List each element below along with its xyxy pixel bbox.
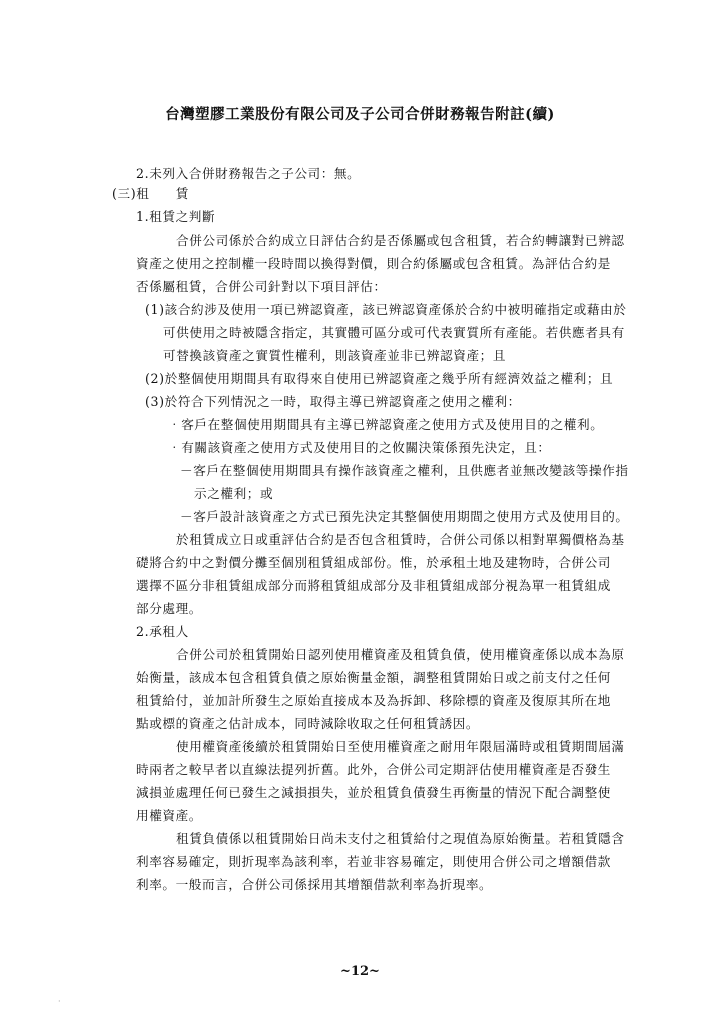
text-line: (1)該合約涉及使用一項已辨認資產，該已辨認資產係於合約中被明確指定或藉由於	[145, 302, 627, 317]
page-number: ~12~	[340, 964, 380, 979]
text-line: (3)於符合下列情況之一時，取得主導已辨認資產之使用之權利：	[145, 394, 521, 409]
text-line: 選擇不區分非租賃組成部分而將租賃組成部分及非租賃組成部分視為單一租賃組成	[136, 578, 611, 593]
text-line: 合併公司於租賃開始日認列使用權資產及租賃負債，使用權資產係以成本為原	[176, 647, 625, 662]
text-line: (2)於整個使用期間具有取得來自使用已辨認資產之幾乎所有經濟效益之權利；且	[145, 371, 614, 386]
text-line: 否係屬租賃，合併公司針對以下項目評估：	[136, 279, 387, 294]
dash-item: －客戶在整個使用期間具有操作該資產之權利，且供應者並無改變該等操作指	[180, 463, 629, 478]
page-title: 台灣塑膠工業股份有限公司及子公司合併財務報告附註(續)	[165, 106, 555, 123]
text-line: 始衡量，該成本包含租賃負債之原始衡量金額，調整租賃開始日或之前支付之任何	[136, 670, 611, 685]
text-line: 資產之使用之控制權一段時間以換得對價，則合約係屬或包含租賃。為評估合約是	[136, 256, 611, 271]
text-line: 可替換該資產之實質性權利，則該資產並非已辨認資產；且	[163, 348, 507, 363]
text-line: 可供使用之時被隱含指定，其實體可區分或可代表實質所有產能。若供應者具有	[163, 325, 625, 340]
text-line: 使用權資產後續於租賃開始日至使用權資產之耐用年限屆滿時或租賃期間屆滿	[176, 739, 625, 754]
corner-mark: ·	[58, 997, 61, 1006]
subsection-heading: 2.承租人	[136, 624, 189, 639]
text-line: 租賃負債係以租賃開始日尚未支付之租賃給付之現值為原始衡量。若租賃隱含	[176, 831, 625, 846]
text-line: 於租賃成立日或重評估合約是否包含租賃時，合併公司係以相對單獨價格為基	[176, 532, 625, 547]
text-line: 用權資產。	[136, 808, 202, 823]
subsection-heading: 1.租賃之判斷	[136, 209, 216, 224]
bullet-item: ‧有關該資產之使用方式及使用目的之攸關決策係預先決定，且：	[168, 440, 551, 455]
text-line: 部分處理。	[136, 601, 202, 616]
text-line: 時兩者之較早者以直線法提列折舊。此外，合併公司定期評估使用權資產是否發生	[136, 762, 611, 777]
text-line: 礎將合約中之對價分攤至個別租賃組成部份。惟，於承租土地及建物時，合併公司	[136, 555, 611, 570]
text-line: 點或標的資產之估計成本，同時減除收取之任何租賃誘因。	[136, 716, 480, 731]
text-line: 租賃給付，並加計所發生之原始直接成本及為拆卸、移除標的資產及復原其所在地	[136, 693, 611, 708]
bullet-item: ‧客戶在整個使用期間具有主導已辨認資產之使用方式及使用目的之權利。	[168, 417, 604, 432]
text-line: 示之權利；或	[194, 486, 274, 501]
text-line: 2.未列入合併財務報告之子公司：無。	[136, 166, 361, 181]
text-line: 合併公司係於合約成立日評估合約是否係屬或包含租賃，若合約轉讓對已辨認	[176, 233, 625, 248]
dash-item: －客戶設計該資產之方式已預先決定其整個使用期間之使用方式及使用目的。	[180, 509, 629, 524]
section-heading: (三)租 賃	[112, 186, 189, 201]
text-line: 利率。一般而言，合併公司係採用其增額借款利率為折現率。	[136, 877, 493, 892]
text-line: 減損並處理任何已發生之減損損失，並於租賃負債發生再衡量的情況下配合調整使	[136, 785, 611, 800]
text-line: 利率容易確定，則折現率為該利率，若並非容易確定，則使用合併公司之增額借款	[136, 854, 611, 869]
